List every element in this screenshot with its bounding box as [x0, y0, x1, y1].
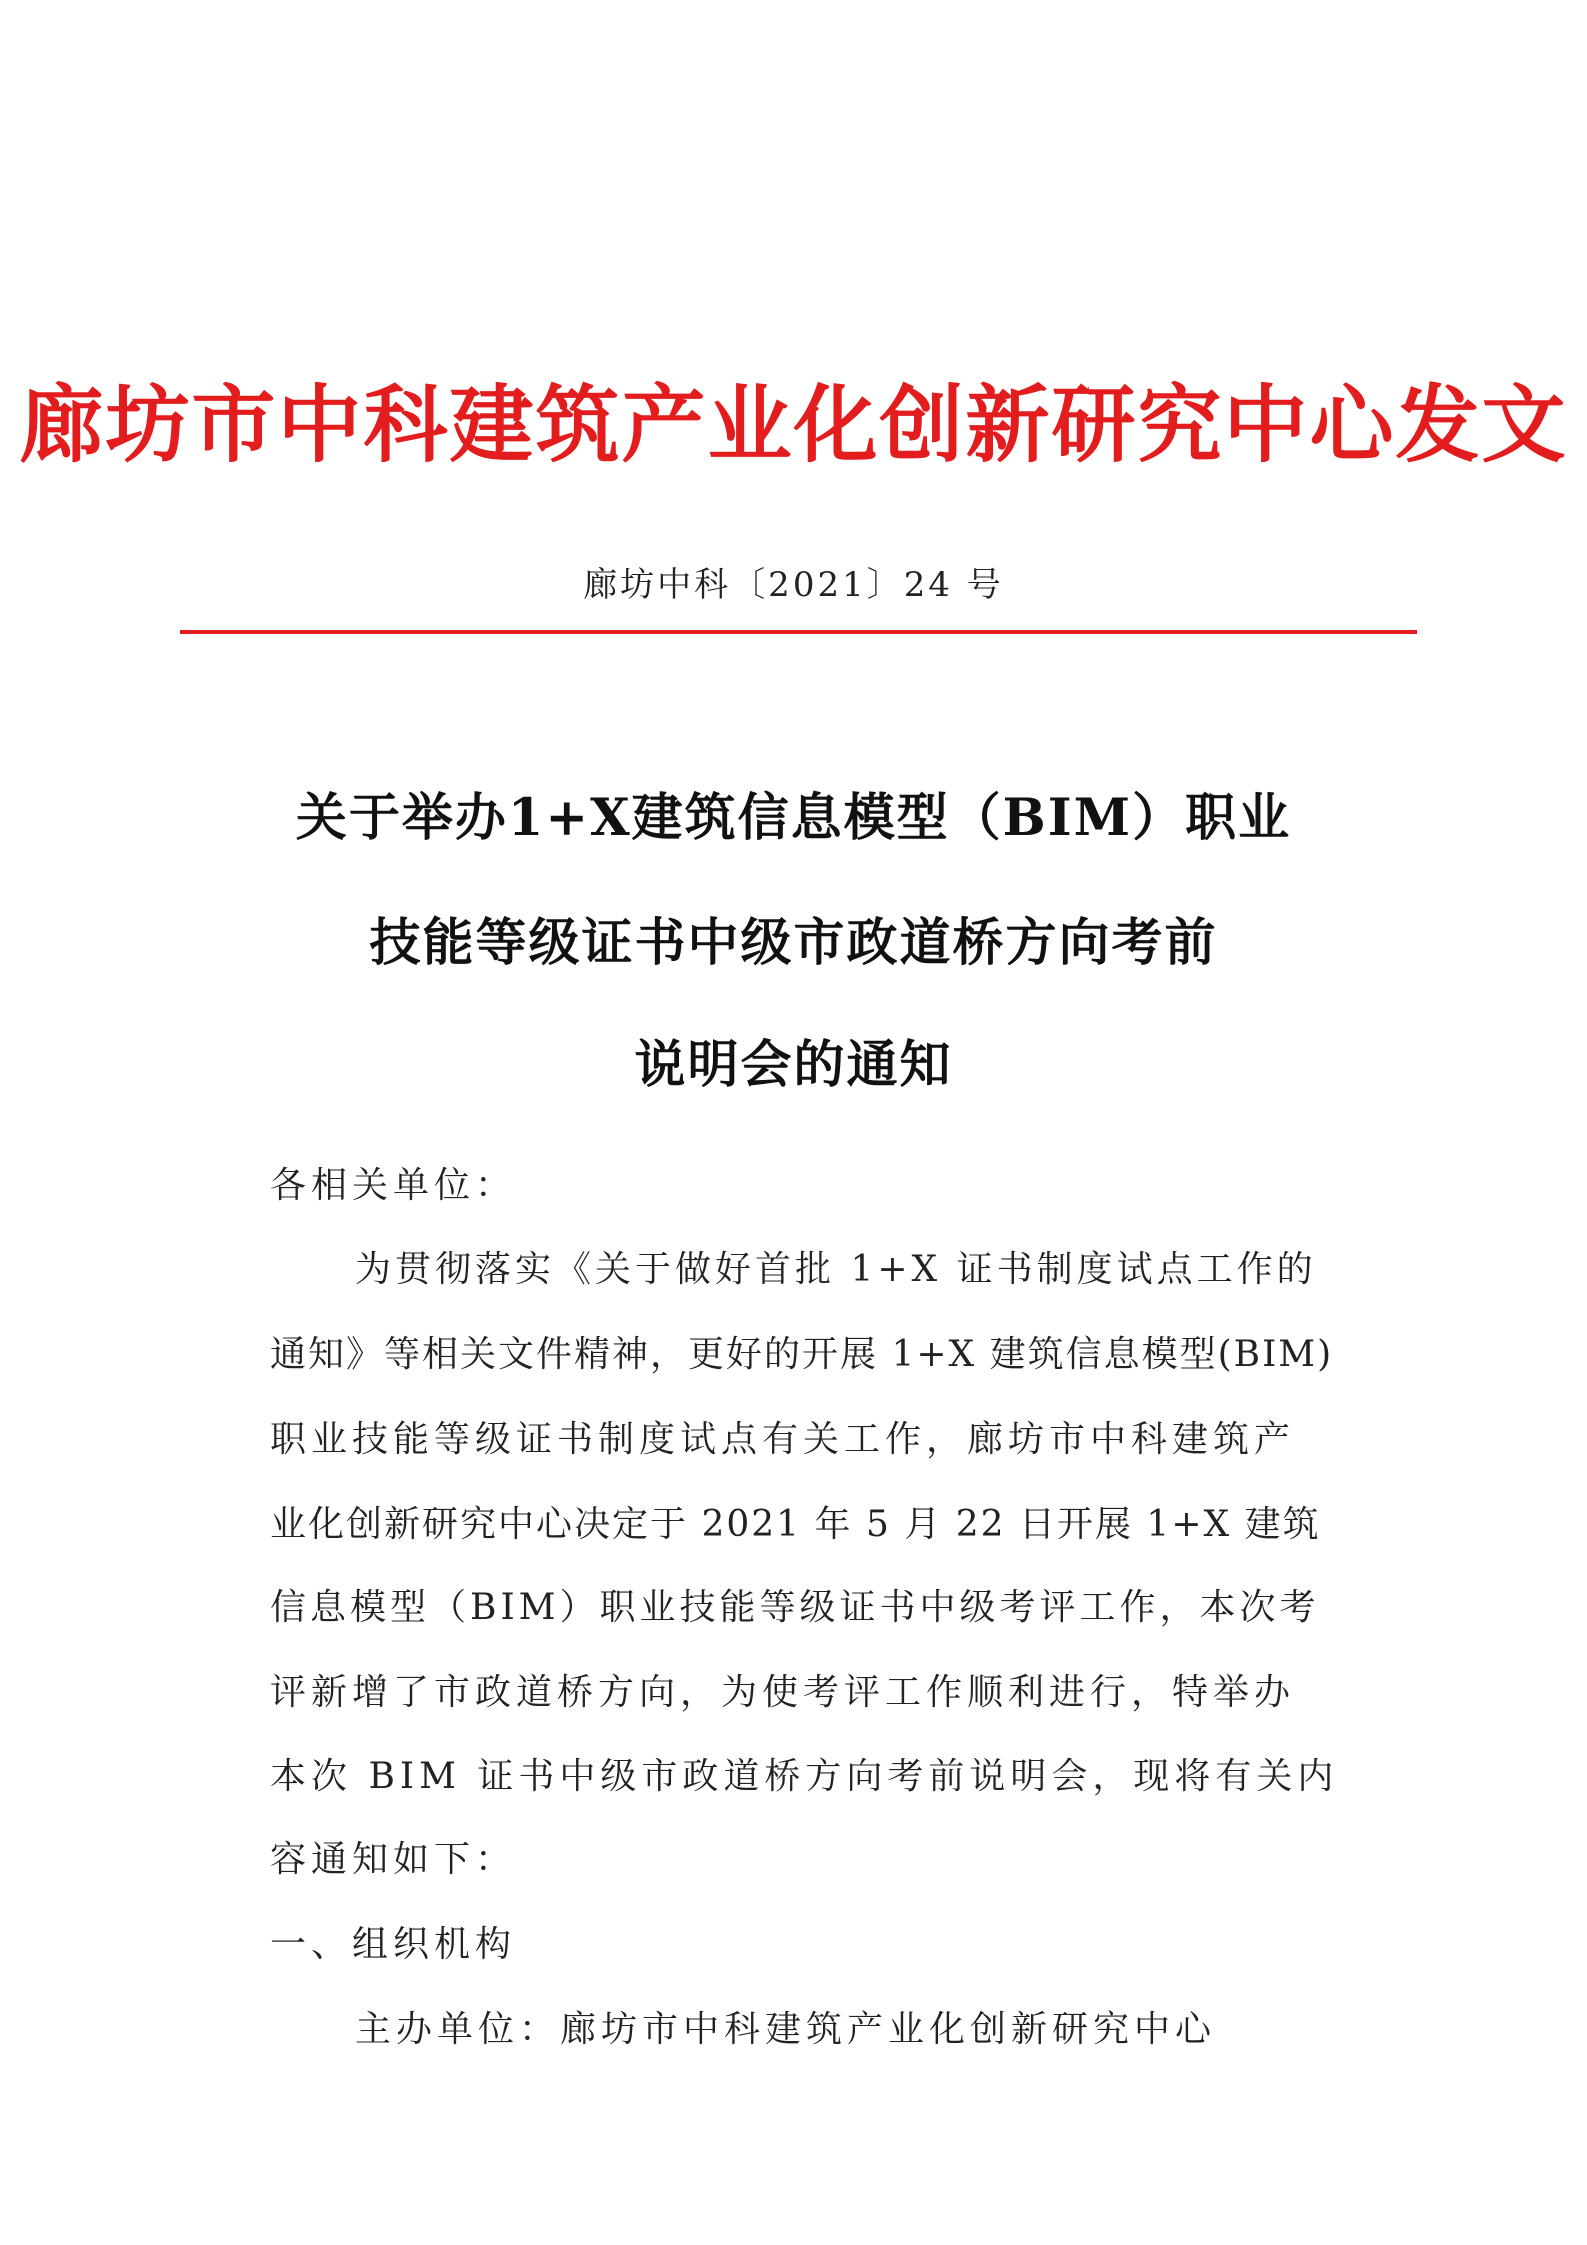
- paragraph-line: 评新增了市政道桥方向，为使考评工作顺利进行，特举办: [270, 1672, 1296, 1713]
- red-divider-line: [180, 630, 1417, 634]
- paragraph-line: 通知》等相关文件精神，更好的开展 1+X 建筑信息模型(BIM): [270, 1334, 1334, 1375]
- notice-title-line-3: 说明会的通知: [634, 1035, 953, 1095]
- paragraph-line: 职业技能等级证书制度试点有关工作，廊坊市中科建筑产: [270, 1419, 1296, 1460]
- salutation: 各相关单位：: [270, 1165, 517, 1206]
- document-number: 廊坊中科〔2021〕24 号: [583, 565, 1004, 605]
- paragraph-line: 本次 BIM 证书中级市政道桥方向考前说明会，现将有关内: [270, 1756, 1339, 1797]
- paragraph-line: 容通知如下：: [270, 1839, 517, 1880]
- paragraph-line: 业化创新研究中心决定于 2021 年 5 月 22 日开展 1+X 建筑: [270, 1504, 1321, 1545]
- paragraph-line: 为贯彻落实《关于做好首批 1+X 证书制度试点工作的: [355, 1249, 1317, 1290]
- section-heading-organization: 一、组织机构: [270, 1924, 517, 1965]
- organizer-line: 主办单位：廊坊市中科建筑产业化创新研究中心: [355, 2009, 1217, 2050]
- notice-title-line-2: 技能等级证书中级市政道桥方向考前: [369, 913, 1218, 973]
- notice-title-line-1: 关于举办1+X建筑信息模型（BIM）职业: [295, 788, 1292, 848]
- paragraph-line: 信息模型（BIM）职业技能等级证书中级考评工作，本次考: [270, 1587, 1320, 1628]
- issuer-masthead: 廊坊市中科建筑产业化创新研究中心发文: [19, 375, 1568, 474]
